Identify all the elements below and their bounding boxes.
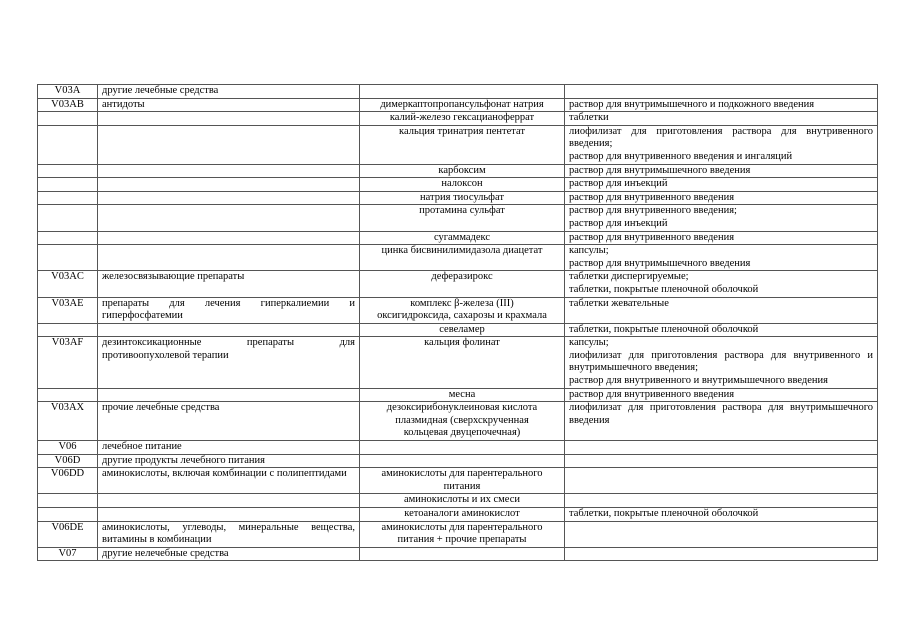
drug-name-cell (360, 112, 565, 126)
dosage-form-line: раствор для внутривенного и внутримышечного введения (569, 375, 828, 387)
dosage-form-cell (565, 164, 878, 178)
table-row (38, 454, 878, 468)
drug-name-line: кольцевая двуцепочечная) (403, 427, 521, 439)
dosage-form-line: таблетки жевательные (569, 297, 669, 309)
dosage-form-cell (565, 547, 878, 561)
dosage-form-line: раствор для инъекций (569, 178, 668, 190)
drug-name-line: питания + прочие препараты (397, 534, 527, 546)
drug-classification-table (37, 84, 878, 561)
atc-code-cell: V07 (38, 547, 98, 561)
dosage-form-line: таблетки (569, 112, 609, 124)
table-row (38, 388, 878, 402)
table-row (38, 231, 878, 245)
drug-name-line: цинка бисвинилимидазола диацетат (381, 245, 543, 257)
table-row (38, 205, 878, 231)
group-name-cell: дезинтоксикационные препараты для противоопухолевой терапии (98, 337, 360, 388)
drug-name-cell (360, 323, 565, 337)
dosage-form-line: раствор для внутримышечного и подкожного введения (569, 98, 815, 110)
drug-name-cell (360, 508, 565, 522)
dosage-form-line: раствор для инъекций (569, 217, 668, 229)
table-row (38, 468, 878, 494)
atc-code-cell: V06 (38, 441, 98, 455)
drug-name-line: протамина сульфат (419, 205, 505, 217)
table-row (38, 164, 878, 178)
group-name-cell: антидоты (98, 98, 360, 112)
drug-name-line: комплекс β-железа (III) (410, 297, 514, 309)
table-row (38, 441, 878, 455)
drug-name-cell (360, 271, 565, 297)
drug-name-line: кетоаналоги аминокислот (404, 508, 520, 519)
drug-name-cell (360, 178, 565, 192)
group-name-cell: железосвязывающие препараты (98, 271, 360, 297)
atc-code-cell (38, 125, 98, 164)
table-row (38, 547, 878, 561)
atc-code-cell (38, 494, 98, 508)
drug-name-line: димеркаптопропансульфонат натрия (380, 98, 544, 110)
group-name-cell: препараты для лечения гиперкалиемии и гиперфосфатемии (98, 297, 360, 323)
dosage-form-cell (565, 297, 878, 323)
dosage-form-cell (565, 245, 878, 271)
dosage-form-line: таблетки, покрытые пленочной оболочкой (569, 508, 759, 519)
drug-name-line: оксигидроксида, сахарозы и крахмала (377, 310, 547, 322)
dosage-form-line: капсулы; (569, 337, 609, 349)
dosage-form-cell (565, 112, 878, 126)
drug-name-cell (360, 494, 565, 508)
table-row (38, 508, 878, 522)
table-row (38, 98, 878, 112)
dosage-form-line: лиофилизат для приготовления раствора для внутривенного введения; (569, 125, 873, 150)
dosage-form-line: раствор для внутривенного введения (569, 231, 735, 243)
drug-name-cell (360, 85, 565, 99)
table-row (38, 337, 878, 388)
group-name-cell (98, 205, 360, 231)
drug-name-line: аминокислоты для парентерального (381, 521, 543, 533)
drug-name-line: карбоксим (438, 164, 486, 176)
drug-name-cell (360, 547, 565, 561)
dosage-form-cell (565, 205, 878, 231)
table-row (38, 125, 878, 164)
drug-name-cell (360, 98, 565, 112)
drug-name-cell (360, 164, 565, 178)
group-name-cell (98, 125, 360, 164)
drug-name-cell (360, 125, 565, 164)
group-name-cell: прочие лечебные средства (98, 402, 360, 441)
atc-code-cell (38, 508, 98, 522)
dosage-form-cell (565, 494, 878, 508)
drug-name-cell (360, 191, 565, 205)
group-name-cell (98, 388, 360, 402)
table-row (38, 245, 878, 271)
atc-code-cell: V03AC (38, 271, 98, 297)
dosage-form-line: раствор для внутривенного введения; (569, 205, 737, 217)
dosage-form-line: таблетки, покрытые пленочной оболочкой (569, 283, 759, 295)
dosage-form-cell (565, 98, 878, 112)
dosage-form-line: лиофилизат для приготовления раствора для внутривенного и внутримышечного введения; (569, 349, 873, 374)
atc-code-cell: V03A (38, 85, 98, 99)
dosage-form-cell (565, 402, 878, 441)
drug-name-cell (360, 205, 565, 231)
dosage-form-line: капсулы; (569, 245, 609, 257)
drug-name-line: месна (448, 388, 476, 400)
dosage-form-line: лиофилизат для приготовления раствора для внутримышечного введения (569, 402, 873, 426)
table-row (38, 112, 878, 126)
group-name-cell: другие нелечебные средства (98, 547, 360, 561)
dosage-form-cell (565, 271, 878, 297)
atc-code-cell: V03AB (38, 98, 98, 112)
table-row (38, 85, 878, 99)
dosage-form-cell (565, 191, 878, 205)
drug-name-line: севеламер (439, 323, 485, 335)
dosage-form-line: таблетки, покрытые пленочной оболочкой (569, 323, 759, 335)
group-name-cell (98, 323, 360, 337)
drug-name-line: налоксон (441, 178, 483, 190)
dosage-form-cell (565, 85, 878, 99)
atc-code-cell (38, 231, 98, 245)
group-name-cell: лечебное питание (98, 441, 360, 455)
drug-name-cell (360, 441, 565, 455)
group-name-cell (98, 112, 360, 126)
drug-name-line: калий-железо гексацианоферрат (389, 112, 535, 124)
dosage-form-line: раствор для внутримышечного введения (569, 164, 751, 176)
group-name-cell (98, 178, 360, 192)
drug-name-line: сугаммадекс (433, 231, 491, 243)
drug-name-cell (360, 521, 565, 547)
dosage-form-cell (565, 231, 878, 245)
group-name-cell (98, 191, 360, 205)
atc-code-cell (38, 112, 98, 126)
dosage-form-cell (565, 178, 878, 192)
group-name-cell (98, 245, 360, 271)
atc-code-cell: V06DE (38, 521, 98, 547)
dosage-form-line: раствор для внутривенного введения (569, 191, 735, 203)
dosage-form-line: таблетки диспергируемые; (569, 271, 689, 283)
drug-name-line: кальция тринатрия пентетат (399, 125, 525, 137)
group-name-cell (98, 231, 360, 245)
atc-code-cell: V06D (38, 454, 98, 468)
drug-name-cell (360, 402, 565, 441)
atc-code-cell (38, 388, 98, 402)
group-name-cell (98, 508, 360, 522)
dosage-form-cell (565, 125, 878, 164)
drug-name-cell (360, 245, 565, 271)
drug-name-cell (360, 337, 565, 388)
drug-name-cell (360, 388, 565, 402)
table-row (38, 297, 878, 323)
drug-name-line: деферазирокс (431, 271, 493, 283)
table-row (38, 271, 878, 297)
atc-code-cell (38, 191, 98, 205)
dosage-form-cell (565, 337, 878, 388)
group-name-cell (98, 494, 360, 508)
group-name-cell: другие лечебные средства (98, 85, 360, 99)
drug-name-line: питания (443, 480, 481, 492)
drug-name-cell (360, 468, 565, 494)
group-name-cell (98, 164, 360, 178)
dosage-form-cell (565, 388, 878, 402)
dosage-form-cell (565, 454, 878, 468)
drug-name-line: аминокислоты для парентерального (381, 468, 543, 480)
group-name-cell: аминокислоты, включая комбинации с полипептидами (98, 468, 360, 494)
table-row (38, 521, 878, 547)
group-name-cell: другие продукты лечебного питания (98, 454, 360, 468)
dosage-form-cell (565, 508, 878, 522)
dosage-form-cell (565, 468, 878, 494)
atc-code-cell: V03AX (38, 402, 98, 441)
dosage-form-line: раствор для внутримышечного введения (569, 257, 751, 269)
table-row (38, 494, 878, 508)
table-row (38, 191, 878, 205)
dosage-form-line: раствор для внутривенного введения (569, 388, 735, 400)
dosage-form-cell (565, 441, 878, 455)
drug-name-line: плазмидная (сверхскрученная (395, 414, 529, 426)
atc-code-cell (38, 164, 98, 178)
dosage-form-cell (565, 323, 878, 337)
atc-code-cell: V03AF (38, 337, 98, 388)
drug-name-cell (360, 297, 565, 323)
drug-name-line: аминокислоты и их смеси (403, 494, 521, 506)
drug-name-line: натрия тиосульфат (420, 191, 504, 203)
dosage-form-line: раствор для внутривенного введения и ингаляций (569, 150, 793, 162)
dosage-form-cell (565, 521, 878, 547)
atc-code-cell (38, 323, 98, 337)
atc-code-cell: V03AE (38, 297, 98, 323)
atc-code-cell (38, 245, 98, 271)
table-body (38, 85, 878, 561)
table-row (38, 402, 878, 441)
drug-name-cell (360, 231, 565, 245)
table-row (38, 178, 878, 192)
group-name-cell: аминокислоты, углеводы, минеральные вещества, витамины в комбинации (98, 521, 360, 547)
atc-code-cell: V06DD (38, 468, 98, 494)
table-row (38, 323, 878, 337)
atc-code-cell (38, 178, 98, 192)
drug-name-cell (360, 454, 565, 468)
atc-code-cell (38, 205, 98, 231)
drug-name-line: кальция фолинат (424, 337, 500, 349)
drug-name-line: дезоксирибонуклеиновая кислота (386, 402, 538, 414)
